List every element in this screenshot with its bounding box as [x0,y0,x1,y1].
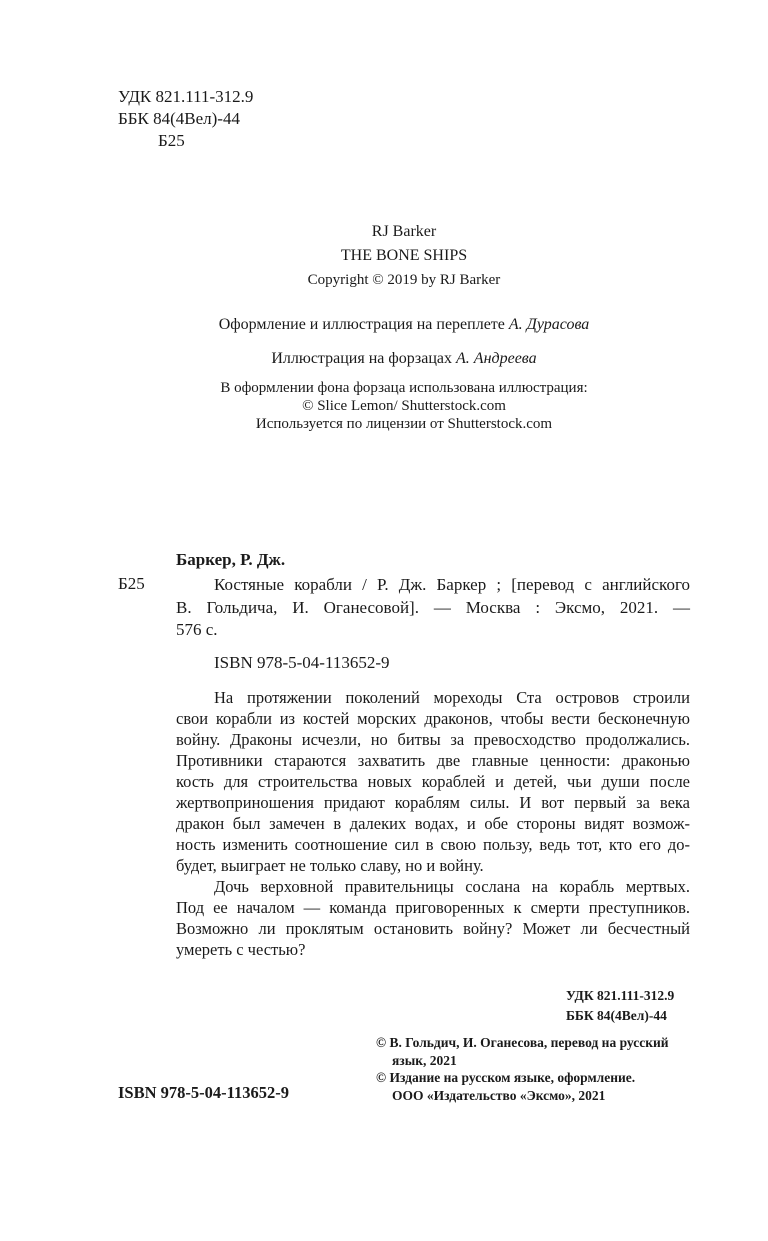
annotation-p1-line: Противники стараются захватить две главные ценности: драконью [176,751,690,770]
translation-copyright: © В. Гольдич, И. Оганесова, перевод на русский [376,1035,669,1050]
annotation-p2-line: умереть с честью? [176,940,306,959]
credits [0,314,768,433]
annotation-p1-line: будет, выиграет не только славу, но и войну. [176,856,484,875]
catalog-isbn: ISBN 978-5-04-113652-9 [214,653,390,672]
background-credit-line2: © Slice Lemon/ Shutterstock.com [302,398,506,414]
catalog-entry [176,574,690,642]
annotation-p2-line: Под ее началом — команда приговоренных к смерти преступников. [176,898,690,917]
endpaper-artist: А. Андреева [456,350,537,367]
classification-bottom [566,986,674,1026]
background-credit [0,379,768,433]
original-author: RJ Barker [371,223,437,240]
cover-credit-label: Оформление и иллюстрация на переплете [218,316,505,333]
catalog-line-3: 576 с. [176,620,218,639]
author-mark: Б25 [158,131,185,150]
annotation-p1-line: кость для строительства новых кораблей и детей, чьи души после [176,772,690,791]
udk-code: УДК 821.111-312.9 [118,87,254,106]
catalog-line-1: Костяные корабли / Р. Дж. Баркер ; [перевод с английского [214,575,690,594]
original-edition [0,220,768,292]
endpaper-credit-label: Иллюстрация на форзацах [271,350,453,367]
endpaper-credit [0,348,768,370]
cover-credit [0,314,768,336]
annotation-p1-line: ность изменить соотношение сил в свою пользу, ведь тот, кто его до- [176,835,690,854]
annotation-p1-line: жертвоприношения придают кораблям силы. И вот первый за века [176,793,690,812]
background-credit-line1: В оформлении фона форзаца использована иллюстрация: [220,380,588,396]
annotation-p2-line: Дочь верховной правительницы сослана на корабль мертвых. [214,877,690,896]
bbk-code: ББК 84(4Вел)-44 [118,109,240,128]
original-title: THE BONE SHIPS [340,247,468,264]
cover-artist: А. Дурасова [508,316,590,333]
annotation-p1-line: дракон был замечен в далеких водах, и обе стороны видят возмож- [176,814,690,833]
classification-top [118,86,253,152]
edition-copyright-cont: ООО «Издательство «Эксмо», 2021 [392,1087,606,1103]
translation-copyright-cont: язык, 2021 [392,1052,457,1068]
annotation [176,687,690,960]
catalog-author-mark: Б25 [118,574,145,593]
original-copyright: Copyright © 2019 by RJ Barker [307,272,501,288]
annotation-p1-line: войну. Драконы исчезли, но битвы за превосходство продолжались. [176,730,690,749]
catalog-line-2: В. Гольдича, И. Оганесовой]. — Москва : Эксмо, 2021. — [176,597,690,617]
catalog-heading: Баркер, Р. Дж. [176,550,286,569]
footer-copyrights [376,1034,669,1104]
annotation-p2-line: Возможно ли проклятым остановить войну? Может ли бесчестный [176,919,690,938]
bbk-code-bottom: ББК 84(4Вел)-44 [566,1008,667,1023]
footer-isbn: ISBN 978-5-04-113652-9 [118,1083,289,1102]
annotation-p1-line: свои корабли из костей морских драконов, чтобы вести бесконечную [176,709,690,728]
annotation-p1-line: На протяжении поколений мореходы Ста островов строили [214,688,690,707]
background-credit-line3: Используется по лицензии от Shutterstock.com [255,416,553,432]
edition-copyright: © Издание на русском языке, оформление. [376,1070,636,1085]
udk-code-bottom: УДК 821.111-312.9 [566,988,675,1003]
